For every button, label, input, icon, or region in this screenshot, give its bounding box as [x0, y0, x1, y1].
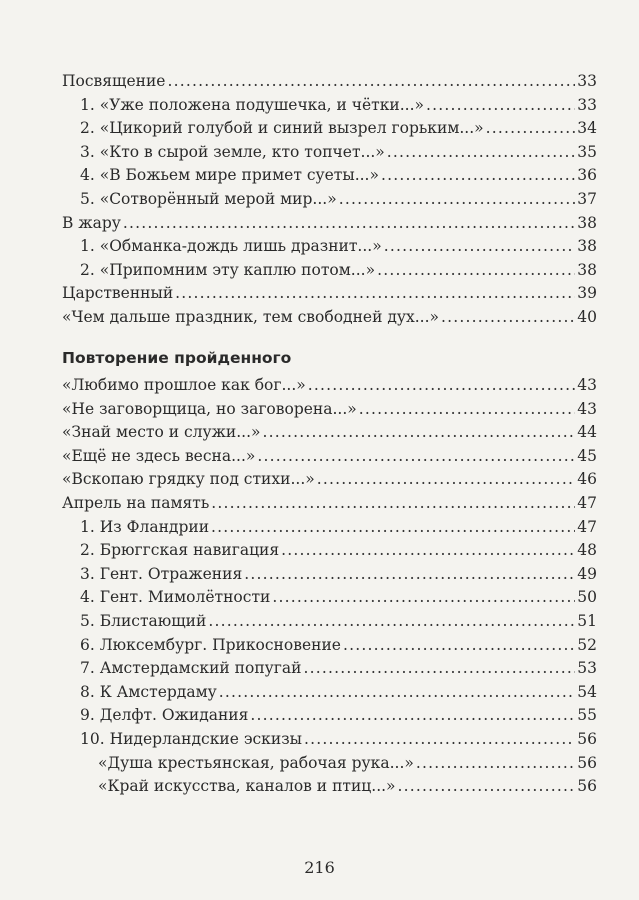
toc-entry-page: 45 — [577, 446, 597, 465]
toc-entry-page: 51 — [577, 611, 597, 630]
toc-entry — [62, 94, 597, 118]
toc-entry — [62, 259, 597, 283]
toc-entry-title: Апрель на память — [62, 493, 210, 512]
dot-leader — [211, 516, 575, 540]
toc-entry-page: 37 — [577, 189, 597, 208]
toc-entry-title: 1. «Обманка-дождь лишь дразнит...» — [80, 237, 382, 256]
toc-entry-page: 33 — [577, 95, 597, 114]
toc-entry-page: 38 — [577, 260, 597, 279]
toc-entry-title: 5. Блистающий — [80, 611, 207, 630]
toc-entry-page: 49 — [577, 564, 597, 583]
section-heading: Повторение пройденного — [62, 349, 292, 367]
dot-leader — [304, 728, 575, 752]
dot-leader — [175, 282, 575, 306]
toc-entry-page: 52 — [577, 635, 597, 654]
toc-entry-page: 35 — [577, 142, 597, 161]
dot-leader — [219, 681, 576, 705]
toc-entry-title: «Не заговорщица, но заговорена...» — [62, 399, 357, 418]
dot-leader — [426, 94, 575, 118]
toc-entry-page: 56 — [577, 729, 597, 748]
toc-entry-title: 1. «Уже положена подушечка, и чётки...» — [80, 95, 425, 114]
toc-entry-page: 47 — [577, 493, 597, 512]
toc-entry — [62, 752, 597, 776]
toc-entry — [62, 282, 597, 306]
toc-entry — [62, 70, 597, 94]
toc-entry-title: 9. Делфт. Ожидания — [80, 706, 249, 725]
toc-entry-page: 43 — [577, 399, 597, 418]
toc-entry-page: 56 — [577, 777, 597, 796]
dot-leader — [381, 164, 575, 188]
dot-leader — [167, 70, 575, 94]
dot-leader — [486, 117, 576, 141]
toc-entry-page: 53 — [577, 659, 597, 678]
toc-entry-title: 1. Из Фландрии — [80, 517, 210, 536]
toc-entry-page: 56 — [577, 753, 597, 772]
toc-entry — [62, 586, 597, 610]
page-number: 216 — [304, 858, 335, 877]
toc-entry — [62, 306, 597, 330]
toc-entry — [62, 516, 597, 540]
toc-entry-page: 36 — [577, 166, 597, 185]
toc-entry-title: «Любимо прошлое как бог...» — [62, 376, 306, 394]
toc-entry-title: «Знай место и служи...» — [62, 423, 261, 442]
toc-entry — [62, 398, 597, 422]
toc-entry-title: «Край искусства, каналов и птиц...» — [98, 777, 396, 796]
toc-entry-page: 50 — [577, 588, 597, 607]
toc-entry-title: 6. Люксембург. Прикосновение — [80, 635, 341, 654]
toc-entry-title: «Чем дальше праздник, тем свободней дух...» — [62, 307, 440, 326]
dot-leader — [441, 306, 575, 330]
dot-leader — [272, 586, 575, 610]
toc-entry — [62, 610, 597, 634]
toc-entry — [62, 775, 597, 799]
dot-leader — [281, 539, 575, 563]
dot-leader — [377, 259, 575, 283]
dot-leader — [208, 610, 575, 634]
dot-leader — [303, 657, 575, 681]
toc-entry — [62, 492, 597, 516]
toc-entry-page: 38 — [577, 213, 597, 232]
toc-entry — [62, 657, 597, 681]
toc-entry-title: В жару — [62, 213, 121, 232]
toc-entry-page: 39 — [577, 284, 597, 303]
dot-leader — [339, 188, 576, 212]
dot-leader — [343, 634, 575, 658]
toc-entry-page: 54 — [577, 682, 597, 701]
dot-leader — [262, 421, 575, 445]
toc-entry — [62, 445, 597, 469]
toc-entry-page: 34 — [577, 119, 597, 138]
toc-entry-title: 10. Нидерландские эскизы — [80, 729, 302, 748]
toc-list-part2 — [62, 374, 597, 799]
toc-entry-page: 44 — [577, 423, 597, 442]
dot-leader — [317, 468, 576, 492]
toc-entry-title: Царственный — [62, 284, 174, 303]
toc-entry — [62, 235, 597, 259]
toc-entry-page: 43 — [577, 376, 597, 394]
toc-entry-title: 8. К Амстердаму — [80, 682, 217, 701]
dot-leader — [244, 563, 575, 587]
toc-entry-page: 38 — [577, 237, 597, 256]
toc-entry-page: 33 — [577, 72, 597, 90]
toc-list-part1 — [62, 70, 597, 330]
toc-entry-title: 3. Гент. Отражения — [80, 564, 243, 583]
toc-entry-page: 47 — [577, 517, 597, 536]
toc-entry-title: «Вскопаю грядку под стихи...» — [62, 470, 315, 489]
dot-leader — [123, 212, 575, 236]
toc-entry-title: 4. Гент. Мимолётности — [80, 588, 271, 607]
toc-entry-page: 40 — [577, 307, 597, 326]
toc-entry — [62, 164, 597, 188]
toc-entry — [62, 117, 597, 141]
toc-entry-title: 4. «В Божьем мире примет суеты...» — [80, 166, 379, 185]
dot-leader — [398, 775, 576, 799]
toc-entry — [62, 563, 597, 587]
toc-entry — [62, 141, 597, 165]
toc-entry — [62, 188, 597, 212]
toc-entry-title: Посвящение — [62, 72, 166, 90]
toc-entry-title: 2. «Припомним эту каплю потом...» — [80, 260, 376, 279]
toc-entry — [62, 728, 597, 752]
toc-entry-title: 2. Брюггская навигация — [80, 541, 280, 560]
toc-entry-page: 48 — [577, 541, 597, 560]
dot-leader — [416, 752, 575, 776]
toc-entry-title: 2. «Цикорий голубой и синий вызрел горьким...» — [80, 119, 484, 138]
toc-entry — [62, 212, 597, 236]
toc-entry-title: 7. Амстердамский попугай — [80, 659, 302, 678]
toc-entry — [62, 704, 597, 728]
dot-leader — [211, 492, 575, 516]
dot-leader — [359, 398, 576, 422]
toc-entry — [62, 421, 597, 445]
toc-entry-page: 46 — [577, 470, 597, 489]
toc-entry — [62, 539, 597, 563]
dot-leader — [308, 374, 576, 398]
toc-entry-title: 3. «Кто в сырой земле, кто топчет...» — [80, 142, 385, 161]
dot-leader — [384, 235, 576, 259]
toc-entry-title: «Ещё не здесь весна...» — [62, 446, 256, 465]
toc-entry — [62, 374, 597, 398]
toc-entry — [62, 634, 597, 658]
dot-leader — [250, 704, 575, 728]
dot-leader — [387, 141, 575, 165]
toc-entry-page: 55 — [577, 706, 597, 725]
toc-entry — [62, 468, 597, 492]
toc-entry — [62, 681, 597, 705]
toc-entry-title: «Душа крестьянская, рабочая рука...» — [98, 753, 414, 772]
dot-leader — [257, 445, 575, 469]
toc-entry-title: 5. «Сотворённый мерой мир...» — [80, 189, 337, 208]
